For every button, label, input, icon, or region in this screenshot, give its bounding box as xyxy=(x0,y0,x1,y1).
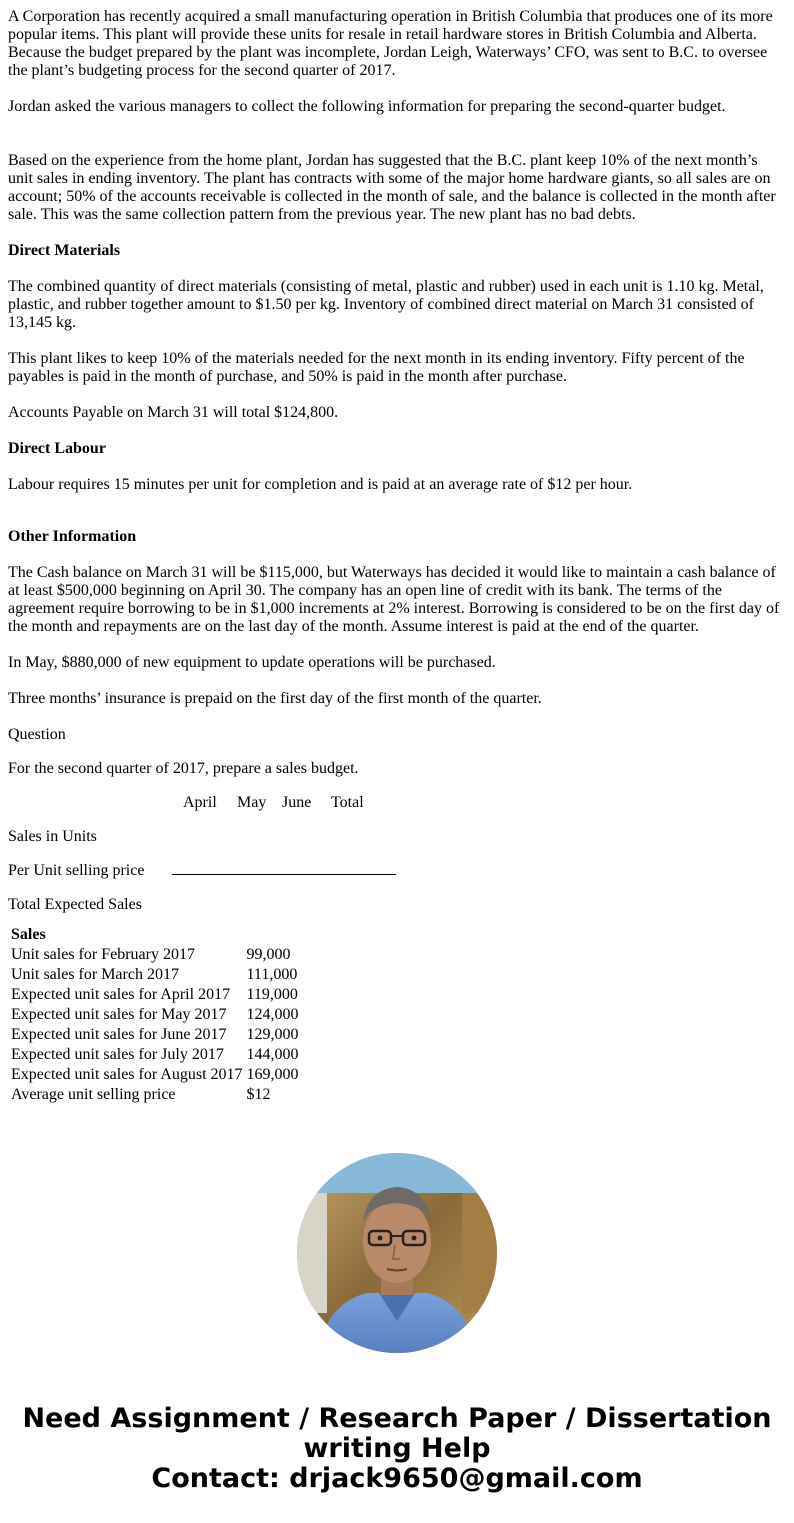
table-cell-value: 99,000 xyxy=(246,946,291,963)
direct-labour-paragraph-1: Labour requires 15 minutes per unit for completion and is paid at an average rate of $12 per hour. xyxy=(8,476,633,493)
table-cell-value: 119,000 xyxy=(246,986,298,1003)
intro-paragraph-1: A Corporation has recently acquired a small manufacturing operation in British Columbia that produces one of its more popular items. This plant will provide these units for resale in retail hardware stores in British Columbia and Alberta. Because the budget prepared by the plant was incomplete, Jordan Leigh, Waterways’ CFO, was sent to B.C. to oversee the plant’s budgeting process for the second quarter of 2017. xyxy=(8,8,773,79)
other-information-paragraph-3: Three months’ insurance is prepaid on the first day of the first month of the quarter. xyxy=(8,690,542,707)
budget-row-total-sales xyxy=(8,896,786,914)
budget-column-may: May xyxy=(237,794,267,811)
budget-row-unit-price xyxy=(8,862,786,880)
avatar xyxy=(297,1153,497,1353)
budget-column-headers xyxy=(8,794,786,812)
table-row xyxy=(10,1086,300,1104)
table-row xyxy=(10,966,300,984)
table-row xyxy=(10,986,300,1004)
direct-materials-paragraph-3: Accounts Payable on March 31 will total $124,800. xyxy=(8,404,339,421)
budget-column-total: Total xyxy=(331,794,364,811)
budget-column-april: April xyxy=(183,794,217,811)
table-row xyxy=(10,1006,300,1024)
other-information-paragraph-1: The Cash balance on March 31 will be $115,000, but Waterways has decided it would like to maintain a cash balance of at least $500,000 beginning on April 30. The company has an open line of credit with its bank. The terms of the agreement require borrowing to be in $1,000 increments at 2% interest. Borrowing is considered to be on the first day of the month and repayments are on the last day of the month. Assume interest is paid at the end of the quarter. xyxy=(8,564,780,635)
contact-footer xyxy=(0,1404,794,1494)
sales-table-heading: Sales xyxy=(11,926,46,943)
table-cell-value: 129,000 xyxy=(246,1026,299,1043)
table-cell-label: Unit sales for February 2017 xyxy=(11,946,195,963)
budget-column-june: June xyxy=(282,794,312,811)
question-label: Question xyxy=(8,726,66,743)
direct-materials-heading: Direct Materials xyxy=(8,242,121,259)
footer-line-1: Need Assignment / Research Paper / Dissertation xyxy=(22,1403,772,1434)
footer-contact-email: Contact: drjack9650@gmail.com xyxy=(151,1463,643,1494)
question-text: For the second quarter of 2017, prepare a sales budget. xyxy=(8,760,359,777)
table-cell-label: Expected unit sales for May 2017 xyxy=(11,1006,227,1023)
table-cell-label: Expected unit sales for April 2017 xyxy=(11,986,231,1003)
direct-materials-paragraph-2: This plant likes to keep 10% of the materials needed for the next month in its ending inventory. Fifty percent of the payables is paid in the month of purchase, and 50% is paid in the month after purchase. xyxy=(8,350,745,385)
table-cell-label: Expected unit sales for July 2017 xyxy=(11,1046,224,1063)
sales-data-table xyxy=(8,924,302,1106)
table-cell-label: Expected unit sales for June 2017 xyxy=(11,1026,227,1043)
footer-line-2: writing Help xyxy=(303,1433,491,1464)
table-cell-value: $12 xyxy=(246,1086,271,1103)
budget-row-label: Sales in Units xyxy=(8,828,97,845)
table-cell-label: Unit sales for March 2017 xyxy=(11,966,179,983)
table-cell-label: Expected unit sales for August 2017 xyxy=(11,1066,243,1083)
other-information-paragraph-2: In May, $880,000 of new equipment to update operations will be purchased. xyxy=(8,654,496,671)
intro-paragraph-3: Based on the experience from the home plant, Jordan has suggested that the B.C. plant keep 10% of the next month’s unit sales in ending inventory. The plant has contracts with some of the major home hardware giants, so all sales are on account; 50% of the accounts receivable is collected in the month of sale, and the balance is collected in the month after sale. This was the same collection pattern from the previous year. The new plant has no bad debts. xyxy=(8,152,776,223)
table-cell-label: Average unit selling price xyxy=(11,1086,176,1103)
table-row xyxy=(10,946,300,964)
direct-labour-heading: Direct Labour xyxy=(8,440,106,457)
table-cell-value: 144,000 xyxy=(246,1046,299,1063)
budget-row-sales-units xyxy=(8,828,786,846)
answer-blank-line xyxy=(172,862,396,875)
budget-row-label: Total Expected Sales xyxy=(8,896,142,913)
table-cell-value: 169,000 xyxy=(246,1066,299,1083)
table-row xyxy=(10,1026,300,1044)
table-row xyxy=(10,1046,300,1064)
budget-row-label: Per Unit selling price xyxy=(8,862,145,879)
table-row xyxy=(10,1066,300,1084)
table-cell-value: 111,000 xyxy=(246,966,298,983)
direct-materials-paragraph-1: The combined quantity of direct materials (consisting of metal, plastic and rubber) used in each unit is 1.10 kg. Metal, plastic, and rubber together amount to $1.50 per kg. Inventory of combined direct material on March 31 consisted of 13,145 kg. xyxy=(8,278,764,331)
table-cell-value: 124,000 xyxy=(246,1006,299,1023)
intro-paragraph-2: Jordan asked the various managers to collect the following information for preparing the second-quarter budget. xyxy=(8,98,726,115)
other-information-heading: Other Information xyxy=(8,528,137,545)
avatar-portrait-image xyxy=(297,1153,497,1353)
